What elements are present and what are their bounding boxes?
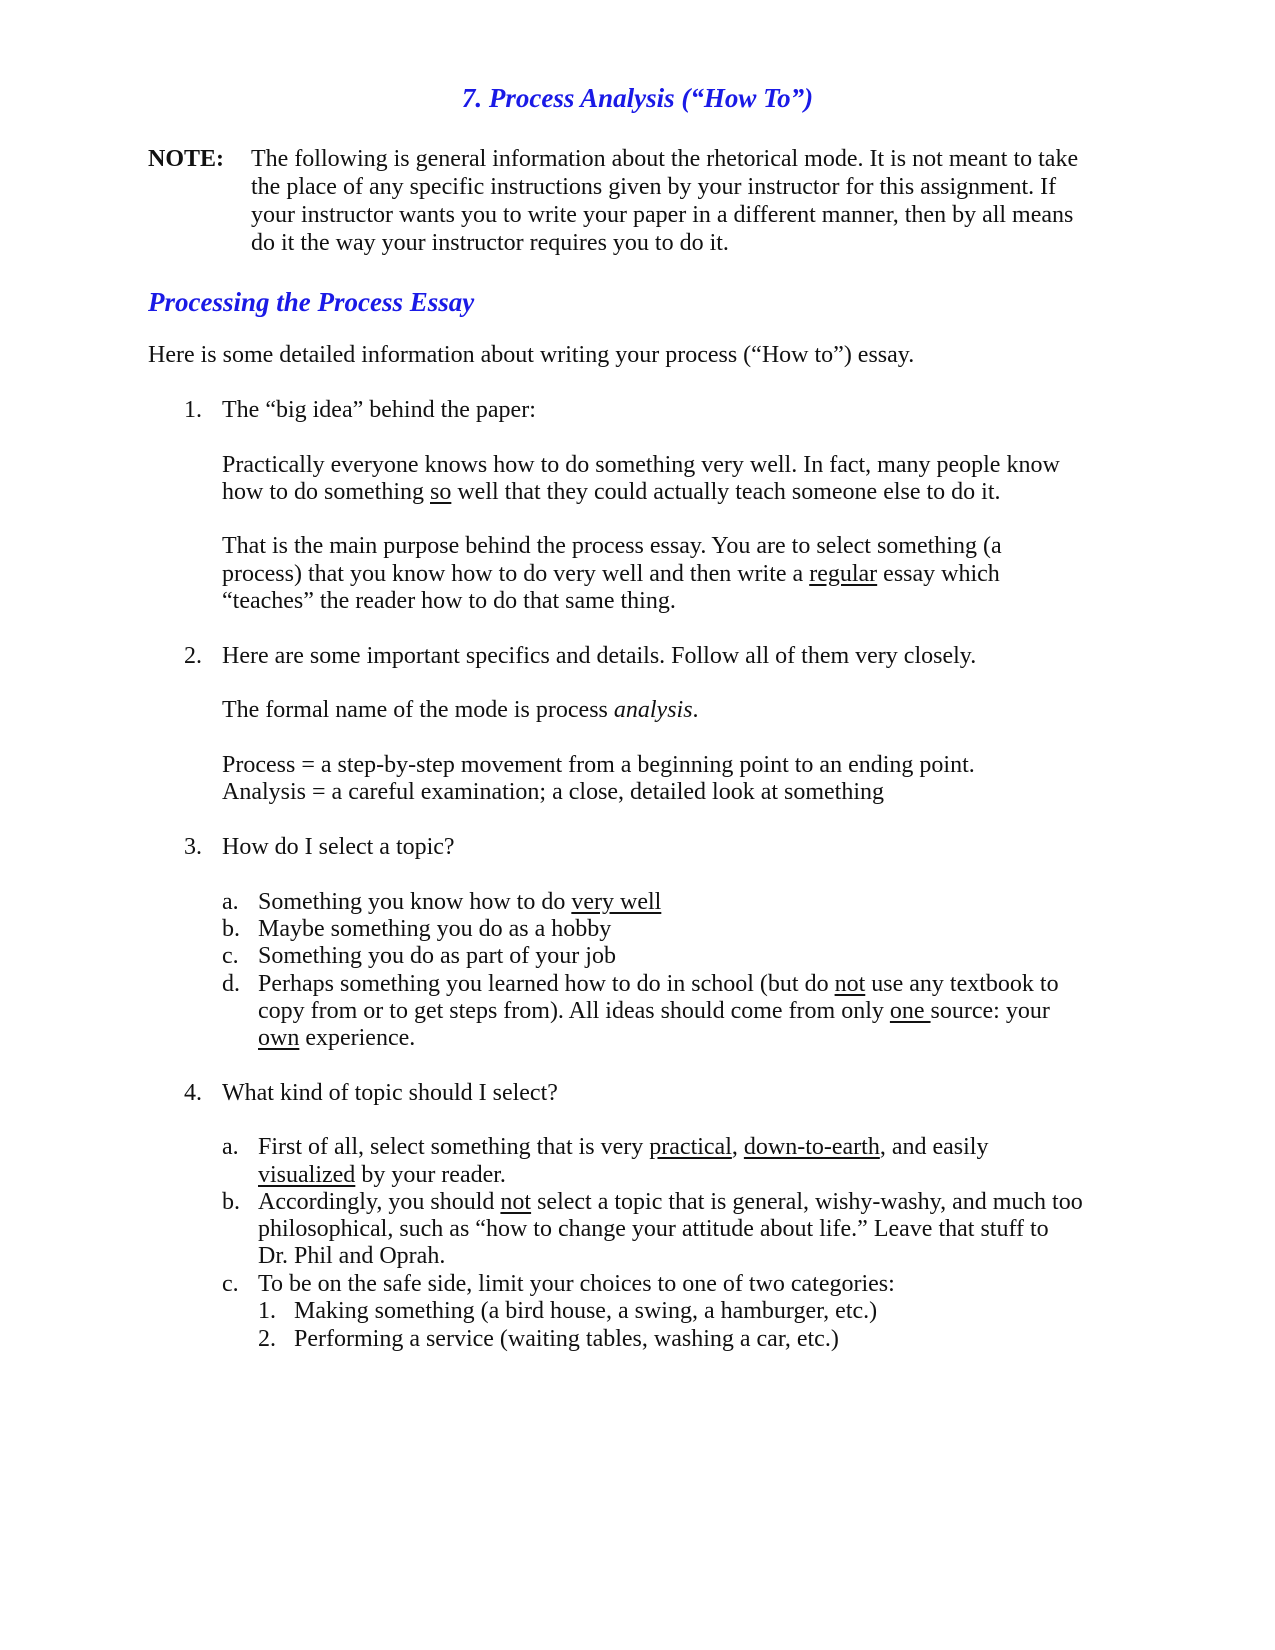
sublist-label: b. xyxy=(222,1189,240,1215)
nested-number: 1. xyxy=(258,1298,276,1324)
sublist-item: Accordingly, you should not select a topic that is general, wishy-washy, and much too xyxy=(258,1189,1083,1215)
note-line: The following is general information about the rhetorical mode. It is not meant to take xyxy=(251,146,1079,172)
sublist-item: Perhaps something you learned how to do in school (but do not use any textbook to xyxy=(258,971,1059,997)
section-heading: Processing the Process Essay xyxy=(148,287,475,317)
item4-heading: What kind of topic should I select? xyxy=(222,1080,558,1106)
nested-item: Making something (a bird house, a swing, a hamburger, etc.) xyxy=(294,1298,878,1324)
item-number: 3. xyxy=(184,834,202,860)
emphasis-underline: visualized xyxy=(258,1162,356,1188)
process-definition: Process = a step-by-step movement from a beginning point to an ending point. xyxy=(222,752,975,778)
sublist-item: Maybe something you do as a hobby xyxy=(258,916,612,942)
emphasis-underline: one xyxy=(889,998,931,1024)
nested-number: 2. xyxy=(258,1326,276,1352)
note-line: do it the way your instructor requires you to do it. xyxy=(251,230,729,256)
sublist-item-continued: philosophical, such as “how to change your attitude about life.” Leave that stuff to xyxy=(258,1216,1049,1242)
sublist-item-continued: visualized by your reader. xyxy=(258,1162,506,1188)
emphasis-underline: very well xyxy=(571,889,662,915)
sublist-label: a. xyxy=(222,889,239,915)
emphasis-underline: not xyxy=(500,1189,532,1215)
sublist-item: Something you do as part of your job xyxy=(258,943,616,969)
sublist-label: c. xyxy=(222,1271,239,1297)
item2-heading: Here are some important specifics and details. Follow all of them very closely. xyxy=(222,643,977,669)
sublist-item-continued: copy from or to get steps from). All ideas should come from only one source: your xyxy=(258,998,1050,1024)
note-line: the place of any specific instructions given by your instructor for this assignment. If xyxy=(251,174,1057,200)
item1-para2-line: That is the main purpose behind the process essay. You are to select something (a xyxy=(222,533,1002,559)
item-number: 2. xyxy=(184,643,202,669)
note-line: your instructor wants you to write your paper in a different manner, then by all means xyxy=(251,202,1074,228)
item1-para1-line: how to do something so well that they could actually teach someone else to do it. xyxy=(222,479,1001,505)
item1-para1-line: Practically everyone knows how to do something very well. In fact, many people know xyxy=(222,452,1060,478)
sublist-item: To be on the safe side, limit your choices to one of two categories: xyxy=(258,1271,895,1297)
item3-heading: How do I select a topic? xyxy=(222,834,455,860)
emphasis-underline: own xyxy=(258,1025,300,1051)
emphasis-underline: practical xyxy=(649,1134,732,1160)
intro-paragraph: Here is some detailed information about writing your process (“How to”) essay. xyxy=(148,342,915,368)
emphasis-underline: regular xyxy=(809,561,878,587)
emphasis-underline: not xyxy=(834,971,866,997)
note-body xyxy=(251,145,1151,257)
nested-item: Performing a service (waiting tables, washing a car, etc.) xyxy=(294,1326,839,1352)
item1-heading: The “big idea” behind the paper: xyxy=(222,397,536,423)
page-title: 7. Process Analysis (“How To”) xyxy=(461,83,814,113)
item1-para2-line: “teaches” the reader how to do that same thing. xyxy=(222,588,676,614)
item-number: 1. xyxy=(184,397,202,423)
item-number: 4. xyxy=(184,1080,202,1106)
sublist-label: a. xyxy=(222,1134,239,1160)
note-label: NOTE: xyxy=(148,146,225,172)
emphasis-underline: so xyxy=(430,479,452,505)
formal-name-line: The formal name of the mode is process analysis. xyxy=(222,697,699,723)
sublist-item: First of all, select something that is very practical, down-to-earth, and easily xyxy=(258,1134,989,1160)
sublist-item-continued: own experience. xyxy=(258,1025,416,1051)
emphasis-underline: down-to-earth xyxy=(743,1134,880,1160)
sublist-label: d. xyxy=(222,971,240,997)
sublist-label: b. xyxy=(222,916,240,942)
sublist-item-continued: Dr. Phil and Oprah. xyxy=(258,1243,446,1269)
sublist-label: c. xyxy=(222,943,239,969)
sublist-item: Something you know how to do very well xyxy=(258,889,662,915)
analysis-definition: Analysis = a careful examination; a close, detailed look at something xyxy=(222,779,885,805)
item1-para2-line: process) that you know how to do very well and then write a regular essay which xyxy=(222,561,1000,587)
